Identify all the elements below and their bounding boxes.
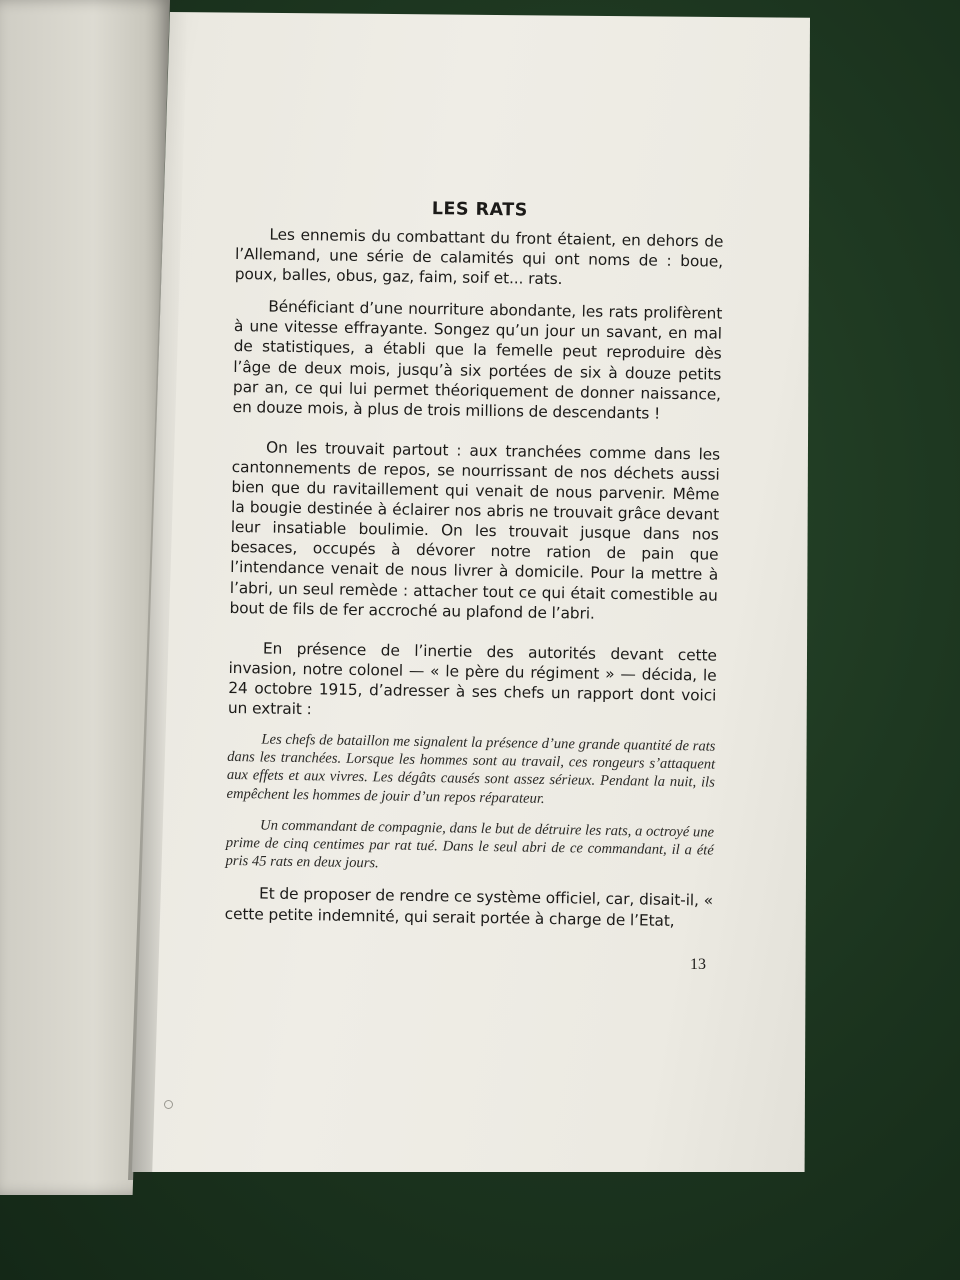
binding-hole xyxy=(164,1100,173,1109)
page-text xyxy=(224,196,724,943)
page-number: 13 xyxy=(690,956,706,973)
paragraph-enemies: Les ennemis du combattant du front étaient, en dehors de l’Allemand, une série de calamités qui ont noms de : boue, poux, balles, obus, gaz, faim, soif et... rats. xyxy=(234,225,724,289)
paragraph-everywhere: On les trouvait partout : aux tranchées comme dans les cantonnements de repos, se nourrissant de nos déchets aussi bien que du ravitaillement qui venait de nous parvenir. Même la bougie destinée à éclairer nos abris ne trouvait grâce devant leur insatiable boulimie. On les trouvait jusque dans nos besaces, occupés à dévorer notre ration de pain que l’intendance venait de nous livrer à domicile. Pour la mettre à l’abri, un seul remède : attacher tout ce qui était comestible au bout de fils de fer accroché au plafond de l’abri. xyxy=(229,438,721,623)
paragraph-proliferation: Bénéficiant d’une nourriture abondante, les rats prolifèrent à une vitesse effrayante. Songez qu’un jour un savant, en mal de statistiques, a établi que la femelle peut reproduire dès l’âge de deux mois, jusqu’à six portées de six à douze petits par an, ce qui lui permet théoriquement de donner naissance, en douze mois, à plus de trois millions de descendants ! xyxy=(232,297,723,423)
chapter-title: LES RATS xyxy=(431,199,528,221)
quote-bounty: Un commandant de compagnie, dans le but de détruire les rats, a octroyé une prime de cinq centimes par rat tué. Dans le seul abri de ce commandant, il a été pris 45 rats en deux jours. xyxy=(225,817,715,872)
paragraph-colonel: En présence de l’inertie des autorités devant cette invasion, notre colonel — « le père du régiment » — décida, le 24 octobre 1915, d’adresser à ses chefs un rapport dont voici un extrait : xyxy=(227,639,717,719)
quote-report: Les chefs de bataillon me signalent la présence d’une grande quantité de rats dans les tranchées. Lorsque les hommes sont au travail, ces rongeurs s’attaquent aux effets et aux vivres. Les dégâts causés sont assez sérieux. Pendant la nuit, ils empêchent les hommes de jouir d’un repos réparateur. xyxy=(226,731,716,807)
paragraph-closing: Et de proposer de rendre ce système officiel, car, disait-il, « cette petite indemnité, qui serait portée à charge de l’Etat, xyxy=(224,884,714,930)
